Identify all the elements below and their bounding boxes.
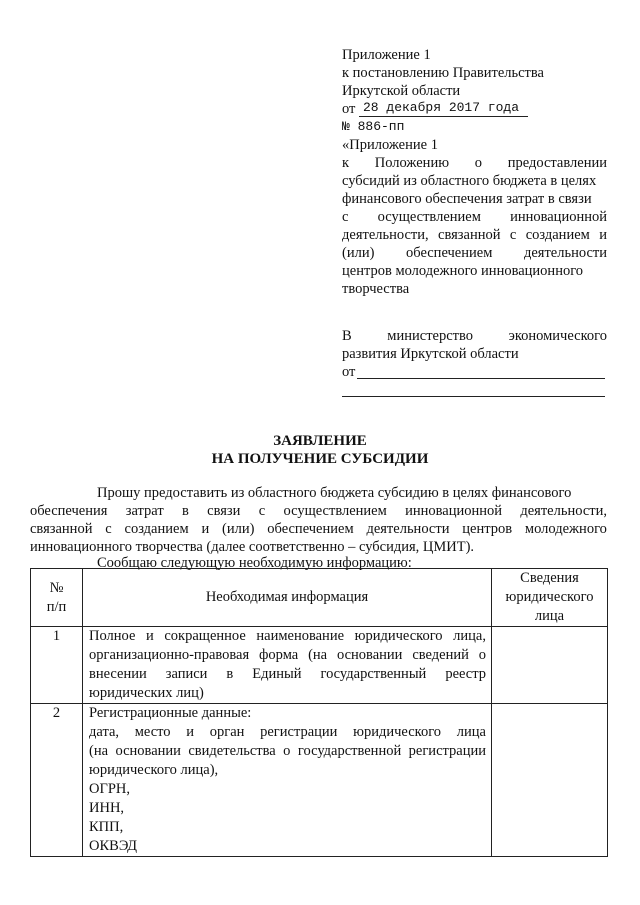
appendix-line-6: деятельности, связанной с созданием и xyxy=(342,227,607,243)
appendix-line-4: финансового обеспечения затрат в связи xyxy=(342,191,592,207)
row2-line-kpp: КПП, xyxy=(89,819,124,835)
appendix-title-line: «Приложение 1 xyxy=(342,137,438,153)
header-date-prefix: от xyxy=(342,101,356,117)
header-legal-entity-cell xyxy=(492,569,608,627)
header-legal-line-1: Сведения xyxy=(520,570,579,586)
appendix-line-3: субсидий из областного бюджета в целях xyxy=(342,173,597,189)
row-number-cell: 1 xyxy=(31,627,83,704)
row-value-cell xyxy=(492,627,608,704)
row-number-cell: 2 xyxy=(31,704,83,857)
table-row xyxy=(31,704,608,857)
appendix-line-7: (или) обеспечением деятельности xyxy=(342,245,607,261)
row-info-cell xyxy=(83,704,492,857)
from-underline-1 xyxy=(357,378,605,379)
header-resolution-line: к постановлению Правительства xyxy=(342,65,544,81)
addressee-from-label: от xyxy=(342,364,356,380)
from-underline-2 xyxy=(342,396,605,397)
row2-line-inn: ИНН, xyxy=(89,800,125,816)
row2-line-2: дата, место и орган регистрации юридического лица xyxy=(89,724,486,740)
appendix-line-9: творчества xyxy=(342,281,410,297)
header-number-label: п/п xyxy=(46,598,67,615)
addressee-line-2: развития Иркутской области xyxy=(342,346,519,362)
header-region-line: Иркутской области xyxy=(342,83,461,99)
header-legal-line-2: юридического xyxy=(505,589,594,605)
paragraph-line-2: обеспечения затрат в связи с осуществлением инновационной деятельности, xyxy=(30,503,607,519)
information-table xyxy=(30,568,608,857)
document-subtitle: НА ПОЛУЧЕНИЕ СУБСИДИИ xyxy=(211,451,429,467)
row-value-cell xyxy=(492,704,608,857)
row1-line-2: организационно-правовая форма (на основании сведений о xyxy=(89,647,486,663)
row-info-cell xyxy=(83,627,492,704)
row2-line-1: Регистрационные данные: xyxy=(89,705,252,721)
appendix-line-5: с осуществлением инновационной xyxy=(342,209,607,225)
row1-line-1: Полное и сокращенное наименование юридического лица, xyxy=(89,628,486,644)
date-underline xyxy=(359,116,528,117)
paragraph-line-4: инновационного творчества (далее соответственно – субсидия, ЦМИТ). xyxy=(30,539,475,555)
table-row xyxy=(31,627,608,704)
appendix-line-8: центров молодежного инновационного xyxy=(342,263,584,279)
paragraph-line-1: Прошу предоставить из областного бюджета субсидию в целях финансового xyxy=(97,485,572,501)
row2-line-4: юридического лица), xyxy=(89,762,219,778)
paragraph-line-3: связанной с созданием и (или) обеспечением деятельности центров молодежного xyxy=(30,521,607,537)
row2-line-ogrn: ОГРН, xyxy=(89,781,131,797)
header-legal-line-3: лица xyxy=(534,608,565,624)
row1-line-3: внесении записи в Единый государственный реестр xyxy=(89,666,486,682)
row2-line-okved: ОКВЭД xyxy=(89,838,138,854)
header-number-value: № 886-пп xyxy=(342,119,405,134)
header-info-cell xyxy=(83,569,492,627)
appendix-line-2: к Положению о предоставлении xyxy=(342,155,607,171)
document-title: ЗАЯВЛЕНИЕ xyxy=(273,433,367,449)
header-info-label: Необходимая информация xyxy=(205,589,369,605)
header-number-sign: № xyxy=(49,579,64,596)
row2-line-3: (на основании свидетельства о государственной регистрации xyxy=(89,743,486,759)
header-number-cell xyxy=(31,569,83,627)
info-intro-line: Сообщаю следующую необходимую информацию: xyxy=(97,555,412,571)
addressee-line-1: В министерство экономического xyxy=(342,328,607,344)
table-header-row xyxy=(31,569,608,627)
header-date-value: 28 декабря 2017 года xyxy=(363,100,520,115)
header-appendix-line: Приложение 1 xyxy=(342,47,431,63)
row1-line-4: юридических лиц) xyxy=(89,685,204,701)
